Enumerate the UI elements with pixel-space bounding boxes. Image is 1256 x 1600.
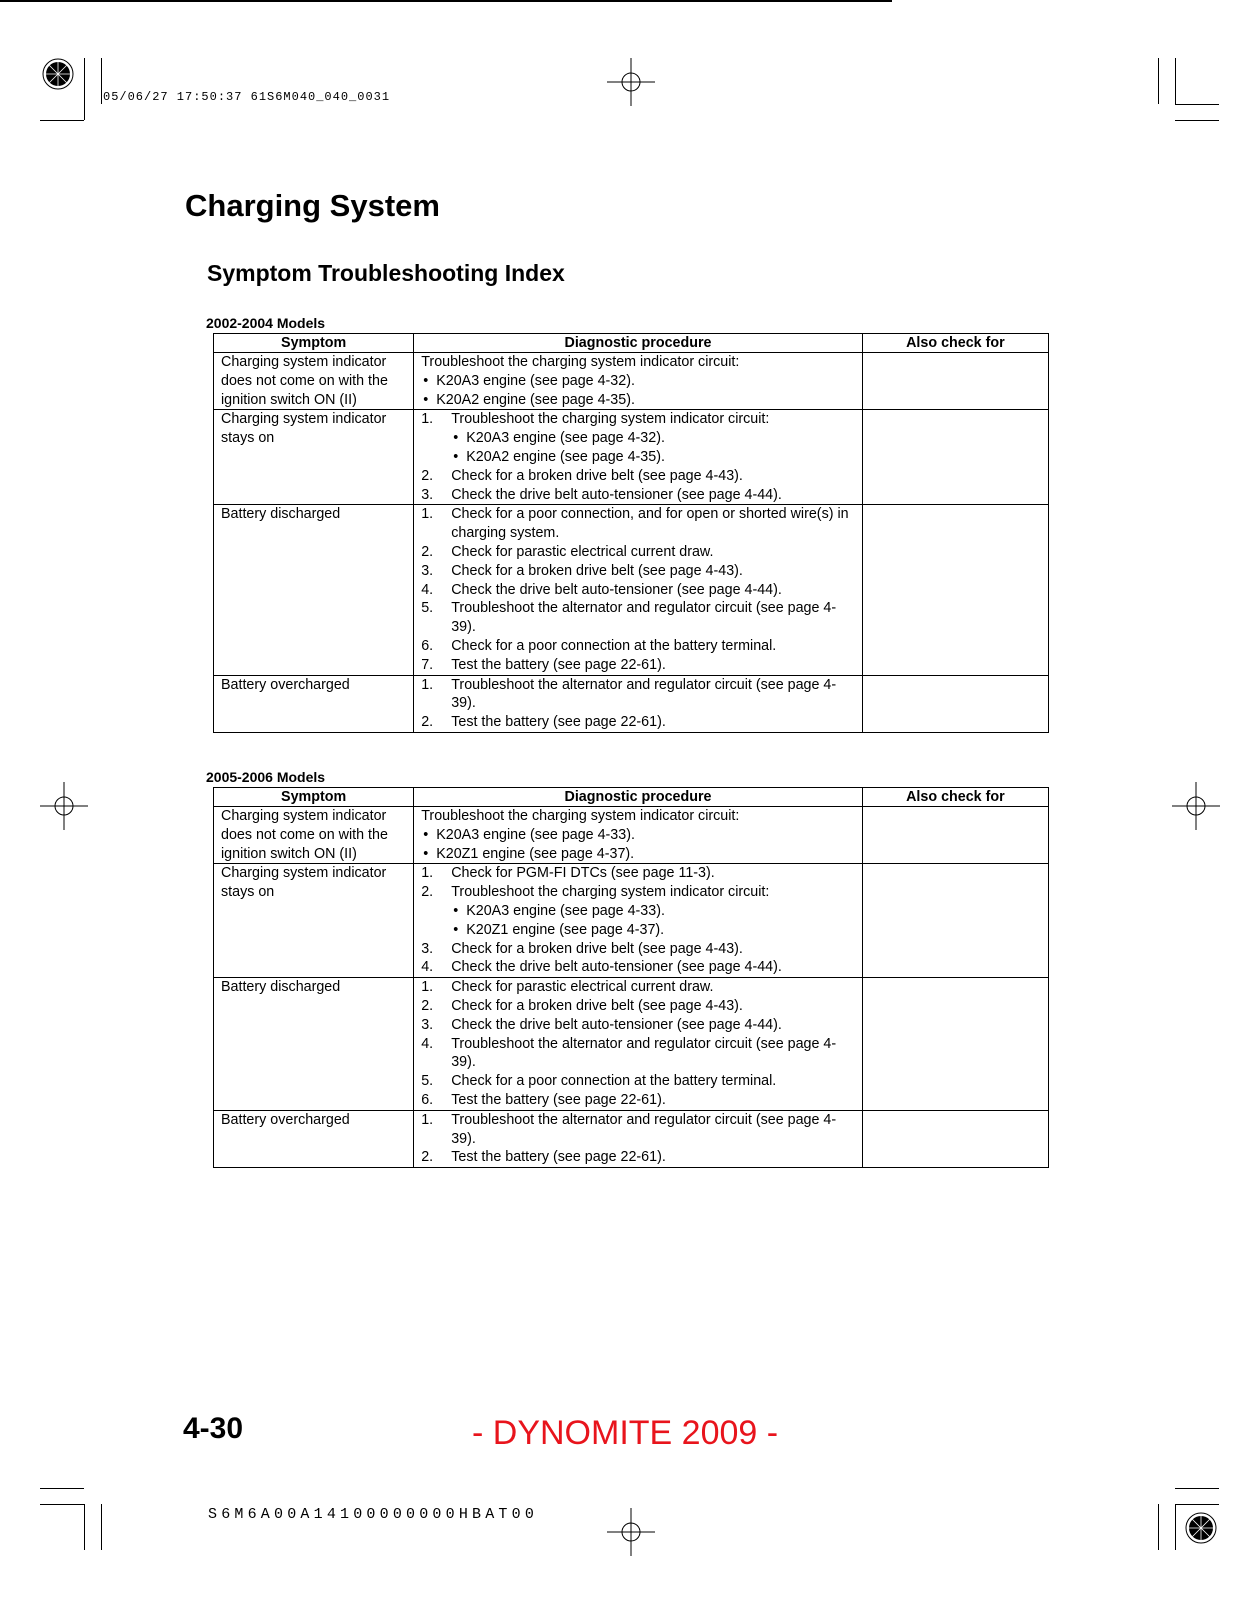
step-text: Check for a broken drive belt (see page 4-43). bbox=[451, 562, 743, 579]
crop-mark bbox=[1158, 58, 1159, 104]
page-number: 4-30 bbox=[183, 1412, 244, 1445]
crop-mark bbox=[1175, 58, 1176, 104]
step-text: Test the battery (see page 22-61). bbox=[451, 1149, 666, 1166]
crop-mark bbox=[1158, 1504, 1159, 1550]
step-text: Test the battery (see page 22-61). bbox=[451, 714, 666, 731]
page-title: Charging System bbox=[185, 188, 440, 223]
also-check-cell bbox=[862, 410, 1048, 505]
engine-item: • K20A3 engine (see page 4-32). bbox=[421, 372, 855, 391]
diagnostic-cell bbox=[414, 864, 863, 978]
procedure-step bbox=[421, 864, 855, 883]
step-text: Check for a broken drive belt (see page 4-43). bbox=[451, 467, 743, 484]
print-stamp: 05/06/27 17:50:37 61S6M040_040_0031 bbox=[103, 90, 391, 104]
step-number: 1. bbox=[421, 411, 434, 428]
also-check-cell bbox=[862, 505, 1048, 675]
procedure-steps bbox=[421, 864, 855, 977]
procedure-step bbox=[421, 543, 855, 562]
header-also-check-for: Also check for bbox=[862, 334, 1048, 353]
diagnostic-cell bbox=[414, 807, 863, 864]
step-text: Check for PGM-FI DTCs (see page 11-3). bbox=[451, 865, 715, 882]
crop-mark bbox=[101, 1504, 102, 1550]
procedure-step bbox=[421, 562, 855, 581]
procedure-step bbox=[421, 1111, 855, 1149]
procedure-step bbox=[421, 505, 855, 543]
step-text: Test the battery (see page 22-61). bbox=[451, 1091, 666, 1108]
procedure-steps bbox=[421, 505, 855, 674]
step-text: Check the drive belt auto-tensioner (see page 4-44). bbox=[451, 486, 782, 503]
step-number: 5. bbox=[421, 1073, 434, 1090]
step-number: 4. bbox=[421, 1035, 434, 1052]
engine-item: • K20A3 engine (see page 4-33). bbox=[421, 826, 855, 845]
engine-list bbox=[451, 429, 855, 467]
barcode-text: S6M6A00A14100000000HBAT00 bbox=[208, 1506, 539, 1523]
step-number: 4. bbox=[421, 959, 434, 976]
crosshair-icon bbox=[607, 58, 655, 106]
step-text: Check the drive belt auto-tensioner (see page 4-44). bbox=[451, 581, 782, 598]
table-row bbox=[214, 353, 1049, 410]
step-text: Check for a poor connection, and for open or shorted wire(s) in charging system. bbox=[451, 506, 849, 542]
engine-list bbox=[421, 826, 855, 864]
step-number: 3. bbox=[421, 562, 434, 579]
symptom-cell: Battery discharged bbox=[214, 978, 414, 1111]
title-divider bbox=[0, 0, 892, 2]
also-check-cell bbox=[862, 978, 1048, 1111]
procedure-step bbox=[421, 1016, 855, 1035]
procedure-steps bbox=[421, 978, 855, 1110]
step-number: 1. bbox=[421, 506, 434, 523]
step-text: Check the drive belt auto-tensioner (see page 4-44). bbox=[451, 1016, 782, 1033]
step-number: 1. bbox=[421, 865, 434, 882]
procedure-step bbox=[421, 599, 855, 637]
step-text: Troubleshoot the alternator and regulator circuit (see page 4-39). bbox=[451, 600, 837, 636]
crop-mark bbox=[84, 58, 85, 120]
procedure-intro: Troubleshoot the charging system indicator circuit: bbox=[421, 808, 740, 824]
step-number: 2. bbox=[421, 467, 434, 484]
diagnostic-cell bbox=[414, 410, 863, 505]
section-title: Symptom Troubleshooting Index bbox=[207, 260, 565, 286]
table-label: 2005-2006 Models bbox=[206, 769, 326, 785]
procedure-step bbox=[421, 883, 855, 939]
step-text: Troubleshoot the charging system indicator circuit: bbox=[451, 411, 770, 428]
engine-item: • K20Z1 engine (see page 4-37). bbox=[451, 921, 855, 940]
procedure-step bbox=[421, 1091, 855, 1110]
procedure-step bbox=[421, 978, 855, 997]
symptom-cell: Battery discharged bbox=[214, 505, 414, 675]
table-row bbox=[214, 864, 1049, 978]
step-text: Troubleshoot the alternator and regulator circuit (see page 4-39). bbox=[451, 1111, 837, 1147]
procedure-step bbox=[421, 637, 855, 656]
step-text: Check for parastic electrical current draw. bbox=[451, 543, 714, 560]
diagnostic-cell bbox=[414, 1110, 863, 1167]
step-text: Troubleshoot the alternator and regulator circuit (see page 4-39). bbox=[451, 676, 837, 712]
procedure-step bbox=[421, 676, 855, 714]
diagnostic-cell bbox=[414, 505, 863, 675]
diagnostic-cell bbox=[414, 978, 863, 1111]
also-check-cell bbox=[862, 675, 1048, 732]
table-row bbox=[214, 807, 1049, 864]
crosshair-icon bbox=[607, 1508, 655, 1556]
procedure-step bbox=[421, 467, 855, 486]
header-diagnostic-procedure: Diagnostic procedure bbox=[414, 334, 863, 353]
procedure-step bbox=[421, 1148, 855, 1167]
step-number: 3. bbox=[421, 1016, 434, 1033]
step-text: Troubleshoot the alternator and regulator circuit (see page 4-39). bbox=[451, 1035, 837, 1071]
crop-mark bbox=[1175, 1504, 1176, 1550]
diagnostic-cell bbox=[414, 353, 863, 410]
crop-mark bbox=[1175, 1504, 1219, 1505]
step-number: 1. bbox=[421, 979, 434, 996]
step-number: 2. bbox=[421, 543, 434, 560]
procedure-intro: Troubleshoot the charging system indicator circuit: bbox=[421, 354, 740, 370]
engine-item: • K20A2 engine (see page 4-35). bbox=[451, 448, 855, 467]
crosshair-icon bbox=[1172, 782, 1220, 830]
table-row bbox=[214, 1110, 1049, 1167]
crop-mark bbox=[1175, 104, 1219, 105]
crop-mark bbox=[101, 58, 102, 104]
step-text: Check for a poor connection at the battery terminal. bbox=[451, 1073, 777, 1090]
procedure-step bbox=[421, 958, 855, 977]
step-number: 1. bbox=[421, 1111, 434, 1128]
procedure-step bbox=[421, 1072, 855, 1091]
step-text: Test the battery (see page 22-61). bbox=[451, 656, 666, 673]
also-check-cell bbox=[862, 864, 1048, 978]
step-number: 2. bbox=[421, 997, 434, 1014]
engine-list bbox=[451, 902, 855, 940]
step-text: Check for a broken drive belt (see page 4-43). bbox=[451, 997, 743, 1014]
procedure-step bbox=[421, 410, 855, 466]
registration-mark-icon bbox=[1185, 1512, 1217, 1544]
procedure-steps bbox=[421, 410, 855, 504]
symptom-cell: Battery overcharged bbox=[214, 675, 414, 732]
header-symptom: Symptom bbox=[214, 334, 414, 353]
procedure-step bbox=[421, 713, 855, 732]
crosshair-icon bbox=[40, 782, 88, 830]
step-number: 3. bbox=[421, 486, 434, 503]
procedure-step bbox=[421, 1035, 855, 1073]
also-check-cell bbox=[862, 1110, 1048, 1167]
crop-mark bbox=[84, 1504, 85, 1550]
symptom-cell: Battery overcharged bbox=[214, 1110, 414, 1167]
procedure-step bbox=[421, 581, 855, 600]
procedure-steps bbox=[421, 1111, 855, 1167]
procedure-step bbox=[421, 656, 855, 675]
diagnostic-cell bbox=[414, 675, 863, 732]
table-row bbox=[214, 410, 1049, 505]
engine-item: • K20A3 engine (see page 4-33). bbox=[451, 902, 855, 921]
header-also-check-for: Also check for bbox=[862, 788, 1048, 807]
troubleshooting-table-2002-2004 bbox=[213, 333, 1049, 733]
step-text: Check for parastic electrical current draw. bbox=[451, 979, 714, 996]
procedure-step bbox=[421, 940, 855, 959]
crop-mark bbox=[40, 1488, 84, 1489]
table-row bbox=[214, 505, 1049, 675]
header-symptom: Symptom bbox=[214, 788, 414, 807]
engine-item: • K20A2 engine (see page 4-35). bbox=[421, 391, 855, 410]
crop-mark bbox=[1175, 120, 1219, 121]
crop-mark bbox=[40, 120, 84, 121]
step-number: 2. bbox=[421, 714, 434, 731]
table-row bbox=[214, 675, 1049, 732]
symptom-cell: Charging system indicator stays on bbox=[214, 864, 414, 978]
symptom-cell: Charging system indicator does not come on with the ignition switch ON (II) bbox=[214, 353, 414, 410]
also-check-cell bbox=[862, 807, 1048, 864]
symptom-cell: Charging system indicator does not come on with the ignition switch ON (II) bbox=[214, 807, 414, 864]
engine-item: • K20A3 engine (see page 4-32). bbox=[451, 429, 855, 448]
table-label: 2002-2004 Models bbox=[206, 315, 326, 331]
engine-list bbox=[421, 372, 855, 410]
procedure-step bbox=[421, 486, 855, 505]
watermark: - DYNOMITE 2009 - bbox=[472, 1414, 779, 1452]
step-number: 7. bbox=[421, 656, 434, 673]
step-number: 2. bbox=[421, 884, 434, 901]
troubleshooting-table-2005-2006 bbox=[213, 787, 1049, 1168]
header-diagnostic-procedure: Diagnostic procedure bbox=[414, 788, 863, 807]
step-number: 5. bbox=[421, 600, 434, 617]
procedure-steps bbox=[421, 676, 855, 732]
step-number: 3. bbox=[421, 940, 434, 957]
engine-item: • K20Z1 engine (see page 4-37). bbox=[421, 845, 855, 864]
step-number: 6. bbox=[421, 1091, 434, 1108]
step-text: Check for a poor connection at the battery terminal. bbox=[451, 637, 777, 654]
step-text: Troubleshoot the charging system indicator circuit: bbox=[451, 884, 770, 901]
registration-mark-icon bbox=[42, 58, 74, 90]
symptom-cell: Charging system indicator stays on bbox=[214, 410, 414, 505]
also-check-cell bbox=[862, 353, 1048, 410]
step-text: Check for a broken drive belt (see page 4-43). bbox=[451, 940, 743, 957]
table-row bbox=[214, 978, 1049, 1111]
step-number: 1. bbox=[421, 676, 434, 693]
procedure-step bbox=[421, 997, 855, 1016]
step-number: 2. bbox=[421, 1149, 434, 1166]
crop-mark bbox=[1175, 1488, 1219, 1489]
step-number: 6. bbox=[421, 637, 434, 654]
crop-mark bbox=[40, 1504, 84, 1505]
step-number: 4. bbox=[421, 581, 434, 598]
step-text: Check the drive belt auto-tensioner (see page 4-44). bbox=[451, 959, 782, 976]
